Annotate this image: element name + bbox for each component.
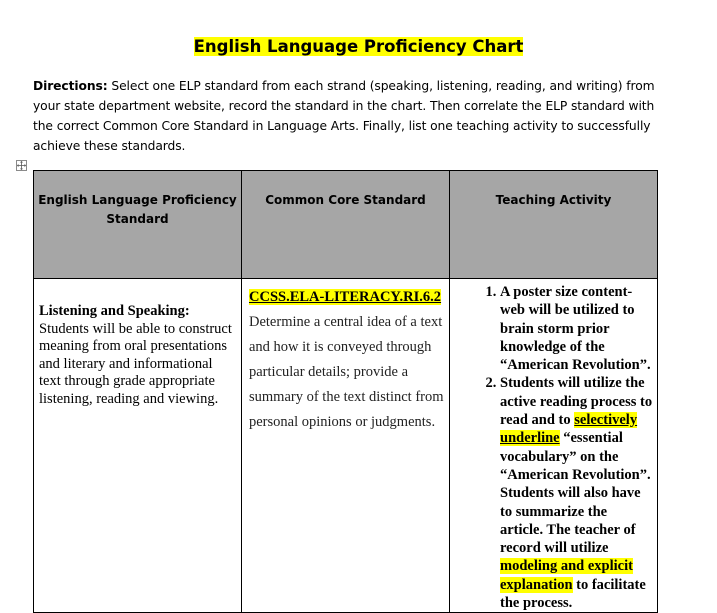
header-elp-label: English Language Proficiency Standard <box>38 193 237 226</box>
elp-standard-text: Students will be able to construct meaning from oral presentations and literary and informational text through grade appropriate listening, reading and viewing. <box>39 320 232 407</box>
header-activity-label: Teaching Activity <box>495 193 612 207</box>
cell-teaching-activity <box>450 279 658 613</box>
activity-2-text-b: “essential vocabulary” on the “American Revolution”. Students will also have to summarize the article. The teacher of record will utilize <box>500 430 651 557</box>
table-move-handle-icon[interactable] <box>16 160 27 171</box>
title-text: English Language Proficiency Chart <box>193 37 524 56</box>
activity-2-highlight-1: selectively underline <box>500 412 638 447</box>
directions-label: Directions: <box>33 79 108 93</box>
list-item <box>500 374 653 612</box>
proficiency-table <box>33 170 658 613</box>
header-ccs-label: Common Core Standard <box>265 193 426 207</box>
header-teaching-activity <box>450 171 658 279</box>
activity-2-highlight-2: modeling and explicit explanation <box>500 558 633 593</box>
table-header-row <box>34 171 658 279</box>
directions-paragraph <box>33 76 673 156</box>
ccs-code-link[interactable]: CCSS.ELA-LITERACY.RI.6.2 <box>249 289 442 305</box>
activity-list <box>458 283 653 612</box>
elp-strand-label: Listening and Speaking: <box>39 303 190 319</box>
directions-text: Select one ELP standard from each strand (speaking, listening, reading, and writing) from your state department website, record the standard in the chart. Then correlate the ELP standard with the correct Common Core Standard in Language Arts. Finally, list one teaching activity to successfully achieve these standards. <box>33 79 655 153</box>
list-item <box>500 283 653 374</box>
cell-common-core <box>242 279 450 613</box>
table-row <box>34 279 658 613</box>
header-common-core <box>242 171 450 279</box>
activity-2-text-a: Students will utilize the active reading process to read and to <box>500 375 653 429</box>
ccs-description: Determine a central idea of a text and how it is conveyed through particular details; provide a summary of the text distinct from personal opinions or judgments. <box>249 314 444 430</box>
activity-2-text-c: to facilitate the process. <box>500 576 646 612</box>
header-elp-standard <box>34 171 242 279</box>
activity-1-text: A poster size content-web will be utilized to brain storm prior knowledge of the “American Revolution”. <box>500 284 651 374</box>
document-title <box>0 36 717 58</box>
cell-elp-standard <box>34 279 242 613</box>
